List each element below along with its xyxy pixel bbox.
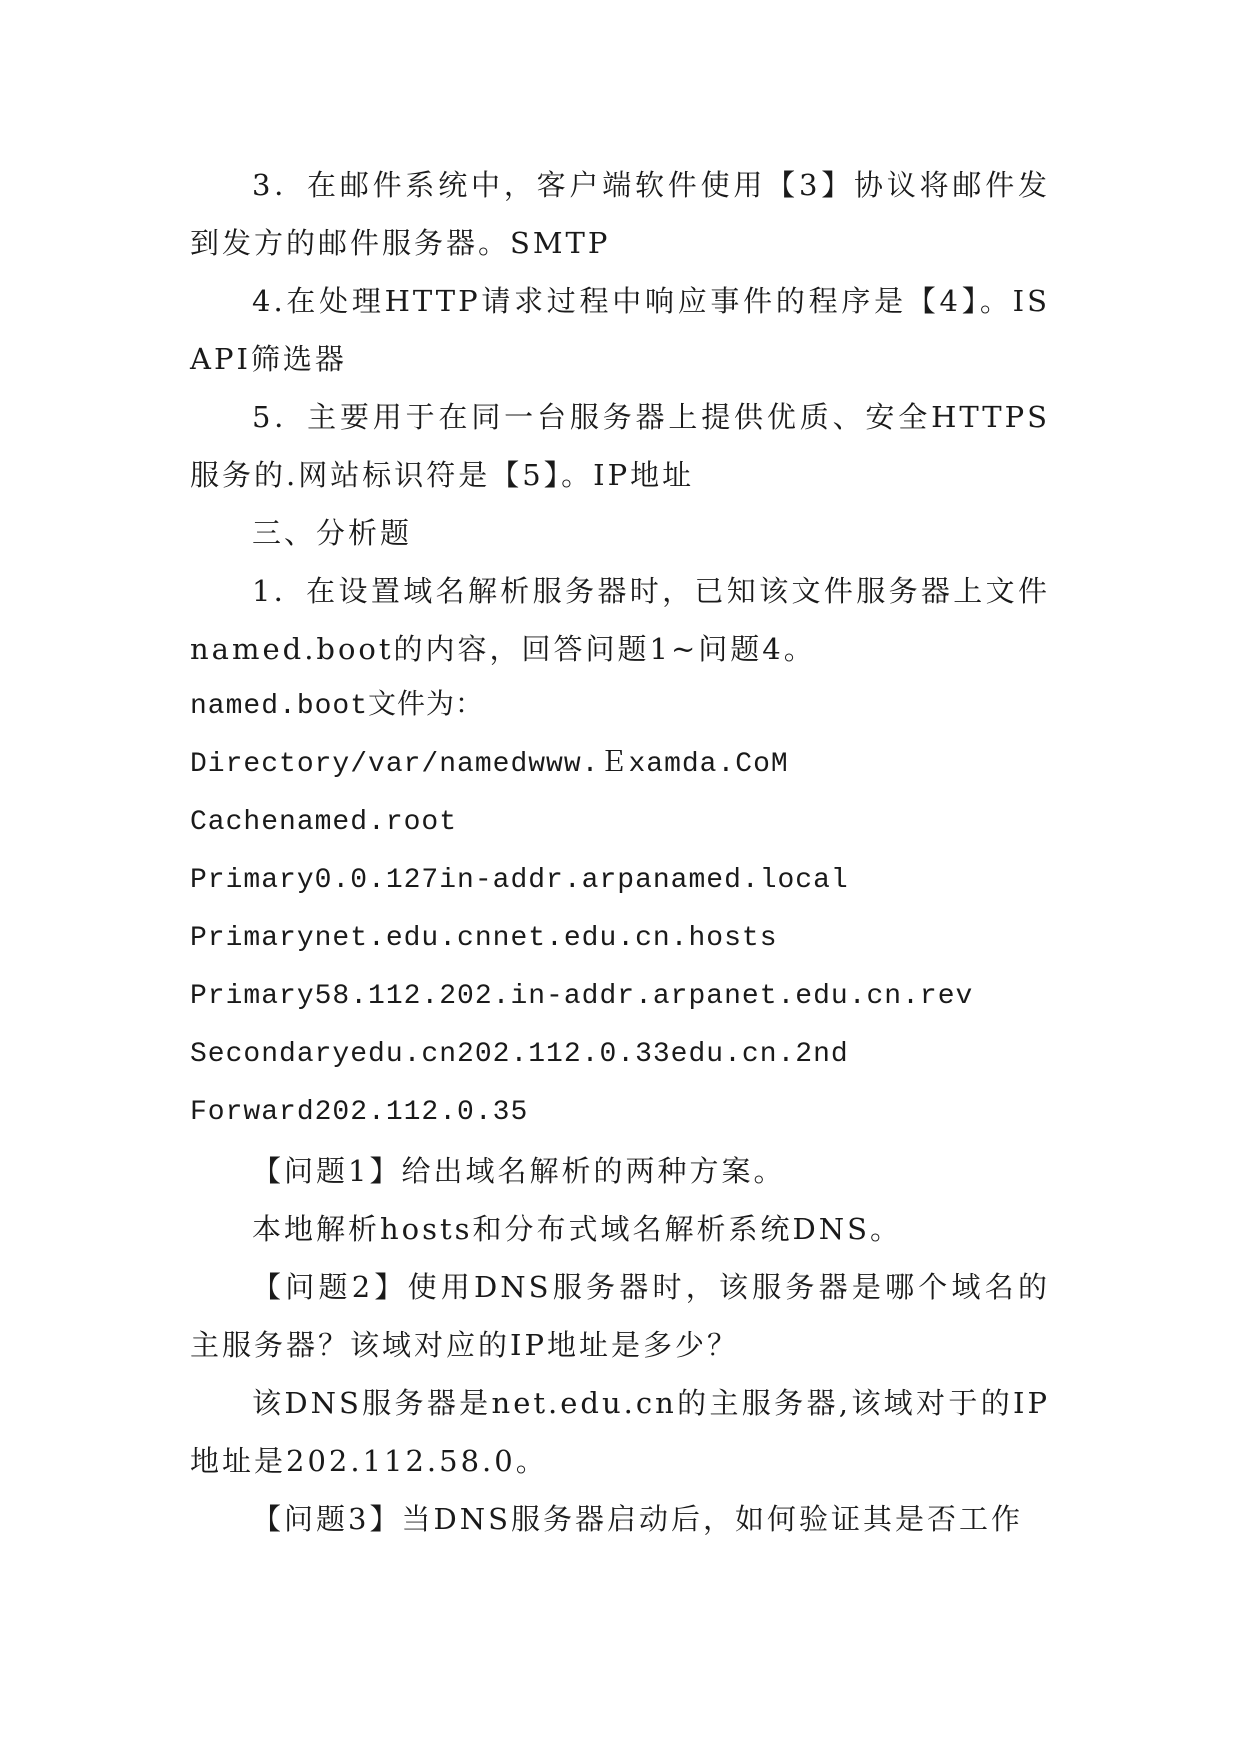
section-heading-analysis: 三、分析题 bbox=[252, 516, 413, 550]
code-line-cache: Cachenamed.root bbox=[190, 807, 458, 838]
code-line-primary-local: Primary0.0.127in-addr.arpanamed.local bbox=[190, 865, 849, 896]
question-1: 【问题1】给出域名解析的两种方案。 bbox=[252, 1154, 786, 1188]
code-line-primary-rev: Primary58.112.202.in-addr.arpanet.edu.cn.rev bbox=[190, 981, 974, 1012]
paragraph-q5: 5．主要用于在同一台服务器上提供优质、安全HTTPS服务的.网站标识符是【5】。IP地址 bbox=[190, 400, 1050, 492]
code-line-intro: named.boot文件为： bbox=[190, 691, 485, 722]
code-line-secondary: Secondaryedu.cn202.112.0.33edu.cn.2nd bbox=[190, 1039, 849, 1070]
answer-1: 本地解析hosts和分布式域名解析系统DNS。 bbox=[252, 1212, 903, 1246]
paragraph-q4: 4.在处理HTTP请求过程中响应事件的程序是【4】。ISAPI筛选器 bbox=[190, 284, 1050, 376]
code-line-primary-hosts: Primarynet.edu.cnnet.edu.cn.hosts bbox=[190, 923, 778, 954]
answer-2: 该DNS服务器是net.edu.cn的主服务器,该域对于的IP地址是202.112.58.0。 bbox=[190, 1386, 1050, 1478]
question-2: 【问题2】使用DNS服务器时，该服务器是哪个域名的主服务器？该域对应的IP地址是多少？ bbox=[190, 1270, 1050, 1362]
paragraph-q3: 3．在邮件系统中，客户端软件使用【3】协议将邮件发到发方的邮件服务器。SMTP bbox=[190, 168, 1050, 260]
code-line-directory: Directory/var/namedwww.Ｅxamda.CoM bbox=[190, 749, 789, 780]
code-line-forward: Forward202.112.0.35 bbox=[190, 1097, 529, 1128]
document-body bbox=[190, 156, 1050, 1548]
paragraph-analysis-1: 1．在设置域名解析服务器时，已知该文件服务器上文件named.boot的内容，回答问题1~问题4。 bbox=[190, 574, 1050, 666]
question-3: 【问题3】当DNS服务器启动后，如何验证其是否工作 bbox=[252, 1502, 1023, 1536]
